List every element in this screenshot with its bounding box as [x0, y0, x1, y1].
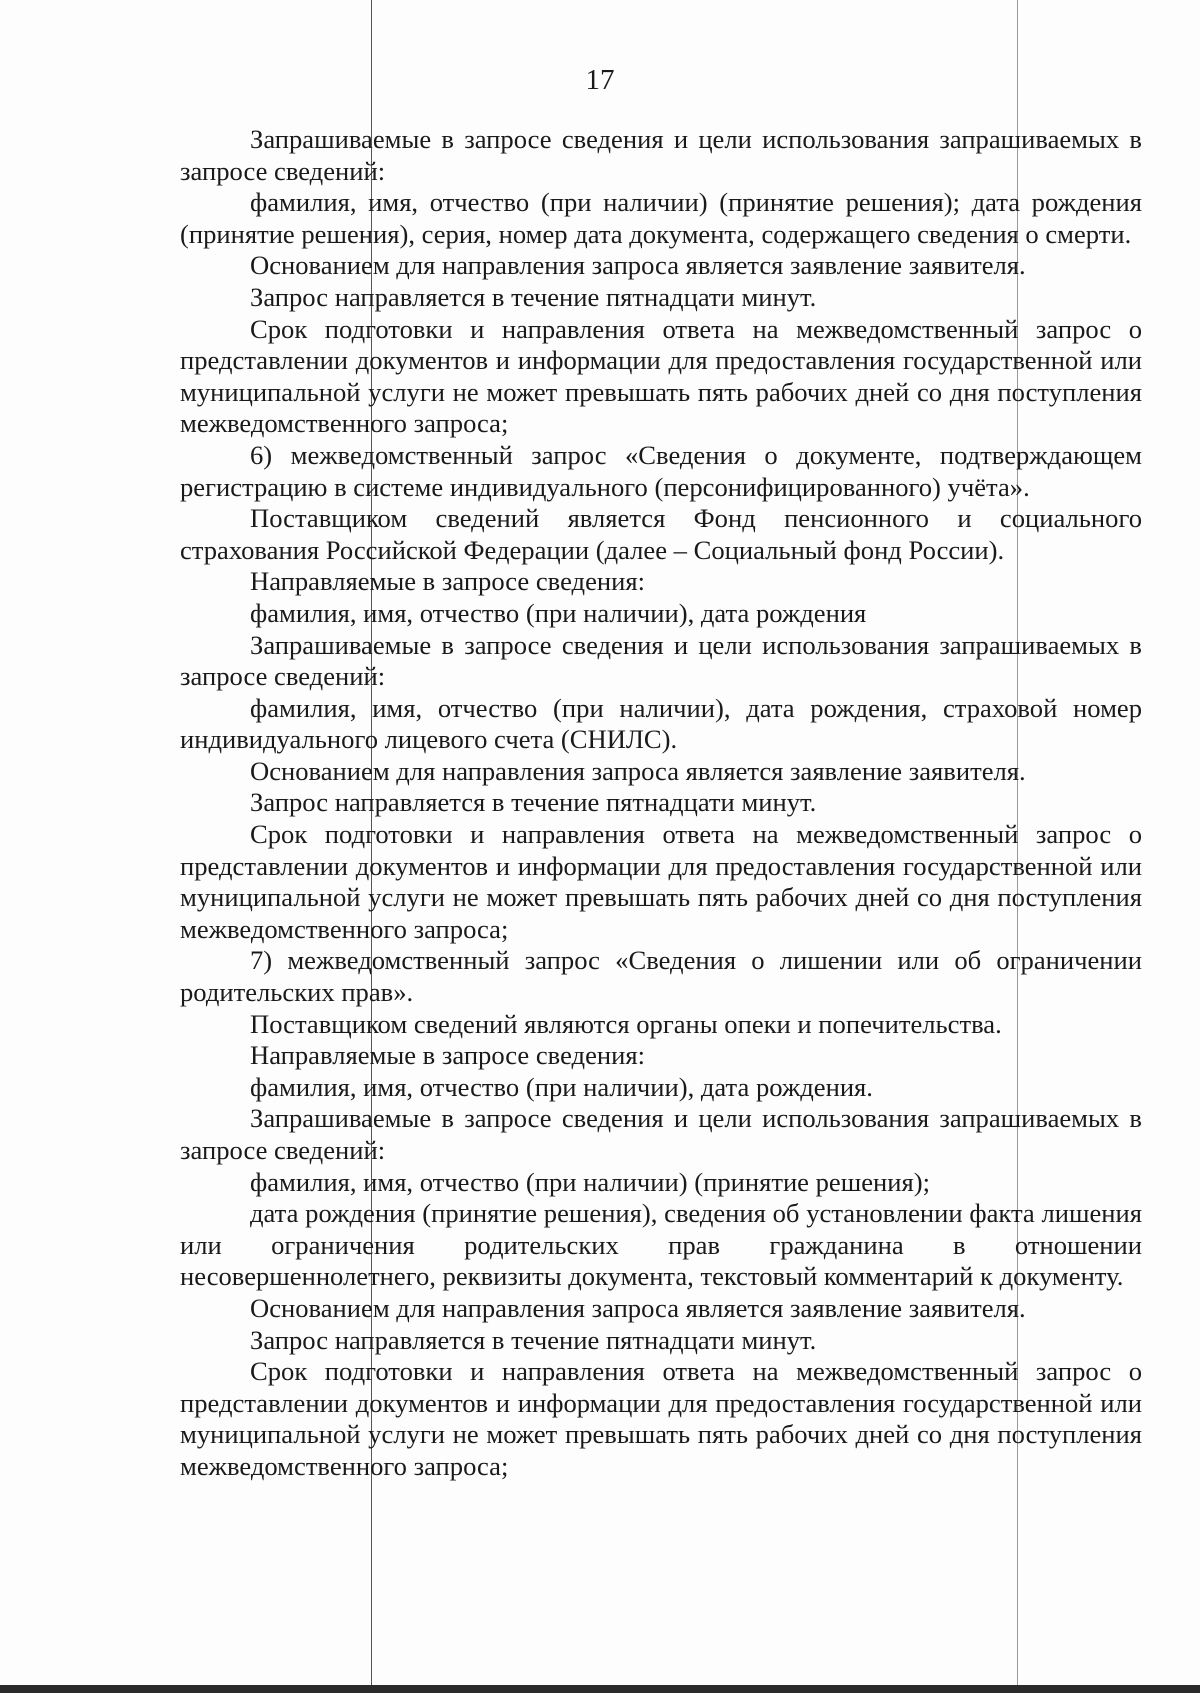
paragraph: Направляемые в запросе сведения: [250, 1040, 645, 1071]
paragraph: Запрашиваемые в запросе сведения и цели использования запрашиваемых в запросе сведений: [180, 124, 1142, 186]
paragraph: 7) межведомственный запрос «Сведения о лишении или об ограничении родительских прав». [180, 945, 1142, 1008]
paragraph: Основанием для направления запроса является заявление заявителя. [250, 755, 1026, 786]
paragraph: Основанием для направления запроса является заявление заявителя. [250, 250, 1026, 281]
paragraph: фамилия, имя, отчество (при наличии), дата рождения. [250, 1071, 873, 1102]
paragraph: Запрашиваемые в запросе сведения и цели использования запрашиваемых в запросе сведений: [180, 1103, 1142, 1165]
paragraph: Основанием для направления запроса является заявление заявителя. [250, 1292, 1026, 1323]
paragraph: фамилия, имя, отчество (при наличии), дата рождения [250, 597, 867, 628]
paragraph: дата рождения (принятие решения), сведения об установлении факта лишения или ограничения родительских прав гражданина в отношении несовершеннолетнего, реквизиты документа, текстовый комментарий к документу. [180, 1198, 1142, 1292]
page-number: 17 [585, 64, 615, 96]
paragraph: 6) межведомственный запрос «Сведения о документе, подтверждающем регистрацию в системе индивидуального (персонифицированного) учёта». [180, 439, 1142, 502]
paragraph: фамилия, имя, отчество (при наличии) (принятие решения); [250, 1166, 930, 1197]
paragraph: Срок подготовки и направления ответа на межведомственный запрос о представлении документов и информации для предоставления государственной или муниципальной услуги не может превышать пять рабочих дней со дня поступления межведомственного запроса; [180, 819, 1142, 944]
paragraph: фамилия, имя, отчество (при наличии), дата рождения, страховой номер индивидуального лицевого счета (СНИЛС). [180, 692, 1142, 755]
paragraph: Запрос направляется в течение пятнадцати минут. [250, 1324, 817, 1355]
paragraph: Запрос направляется в течение пятнадцати минут. [250, 787, 817, 818]
document-body [180, 124, 1142, 1483]
paragraph: Срок подготовки и направления ответа на межведомственный запрос о представлении документов и информации для предоставления государственной или муниципальной услуги не может превышать пять рабочих дней со дня поступления межведомственного запроса; [180, 313, 1142, 439]
paragraph: Поставщиком сведений является Фонд пенсионного и социального страхования Российской Федерации (далее – Социальный фонд России). [180, 503, 1142, 565]
scan-edge [0, 1685, 1200, 1693]
paragraph: фамилия, имя, отчество (при наличии) (принятие решения); дата рождения (принятие решения), серия, номер дата документа, содержащего сведения о смерти. [180, 187, 1142, 249]
paragraph: Поставщиком сведений являются органы опеки и попечительства. [250, 1008, 1002, 1039]
paragraph: Запрос направляется в течение пятнадцати минут. [250, 281, 817, 312]
paragraph: Направляемые в запросе сведения: [250, 566, 645, 597]
paragraph: Срок подготовки и направления ответа на межведомственный запрос о представлении документов и информации для предоставления государственной или муниципальной услуги не может превышать пять рабочих дней со дня поступления межведомственного запроса; [180, 1356, 1142, 1481]
paragraph: Запрашиваемые в запросе сведения и цели использования запрашиваемых в запросе сведений: [180, 629, 1142, 692]
